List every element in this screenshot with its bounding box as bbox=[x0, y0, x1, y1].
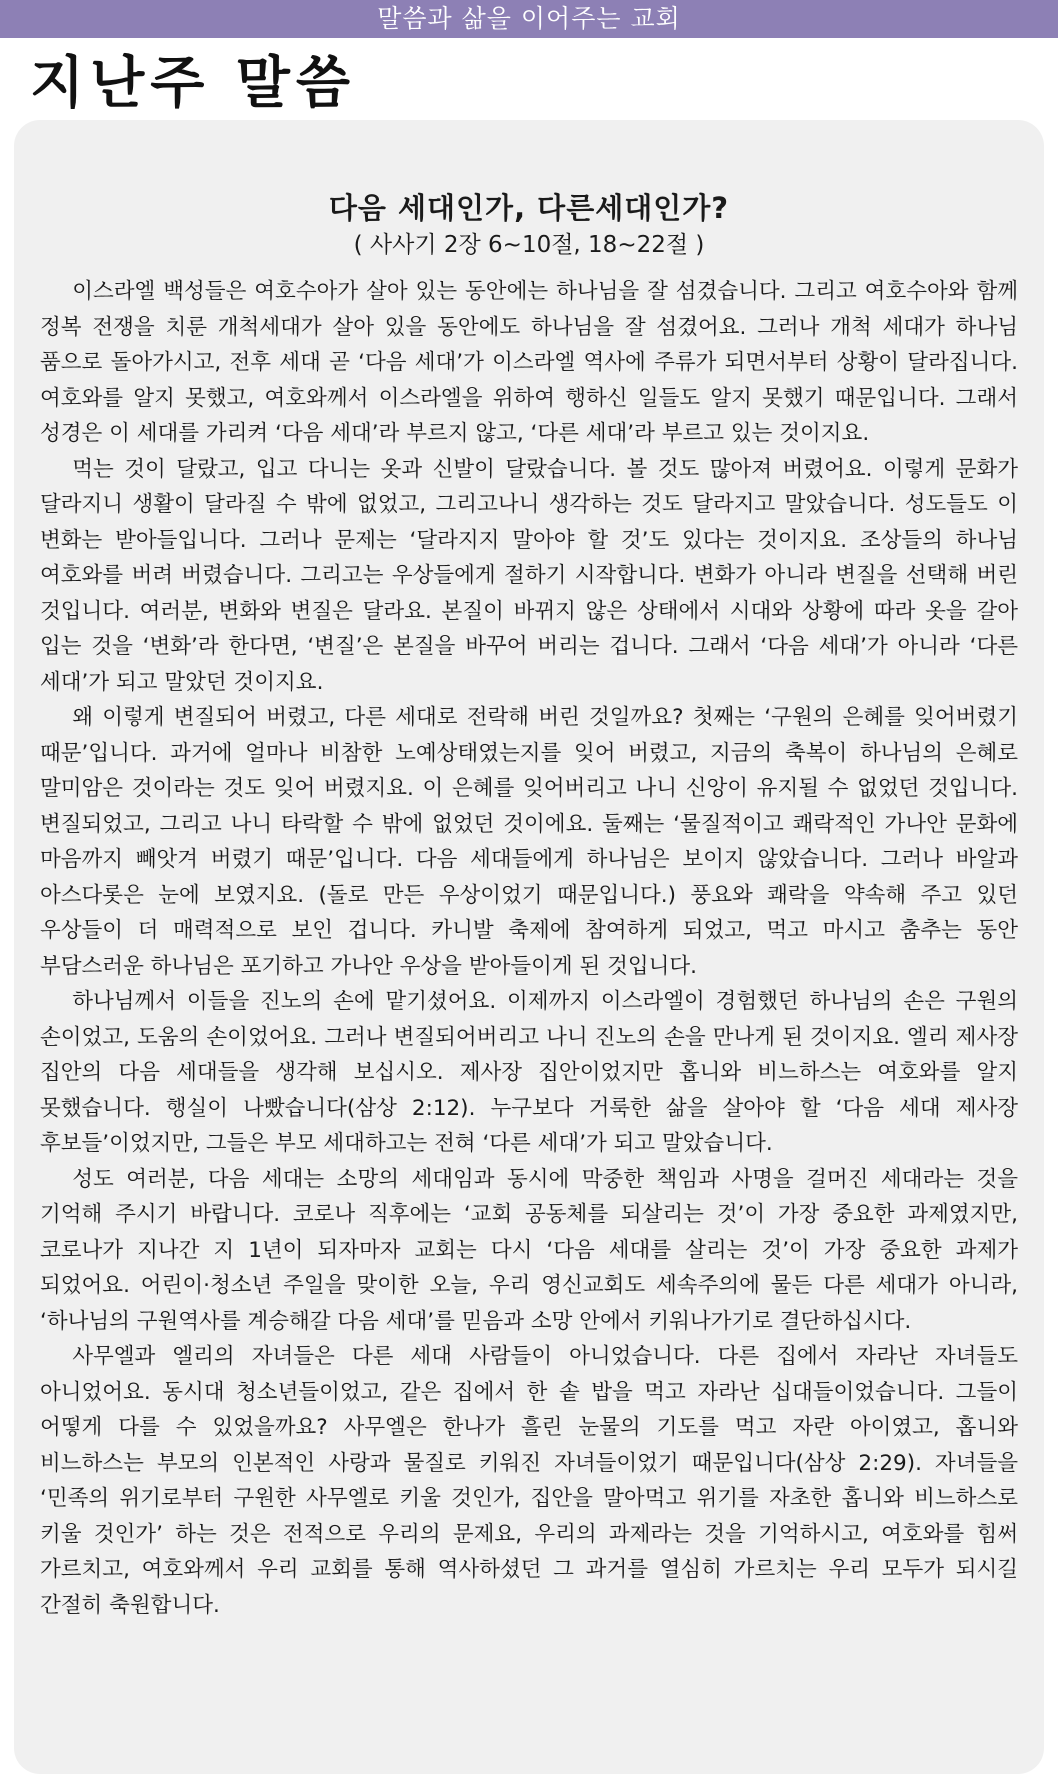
sermon-paragraph-3: 왜 이렇게 변질되어 버렸고, 다른 세대로 전락해 버린 것일까요? 첫째는 ‘구원의 은혜를 잊어버렸기 때문’입니다. 과거에 얼마나 비참한 노예상태였는지를 잊어 버렸고, 지금의 축복이 하나님의 은혜로 말미암은 것이라는 것도 잊어 버렸지요. 이 은혜를 잊어버리고 나니 신앙이 유지될 수 없었던 것입니다. 변질되었고, 그리고 나니 타락할 수 밖에 없었던 것이에요. 둘째는 ‘물질적이고 쾌락적인 가나안 문화에 마음까지 빼앗겨 버렸기 때문’입니다. 다음 세대들에게 하나님은 보이지 않았습니다. 그러나 바알과 아스다롯은 눈에 보였지요. (돌로 만든 우상이었기 때문입니다.) 풍요와 쾌락을 약속해 주고 있던 우상들이 더 매력적으로 보인 겁니다. 카니발 축제에 참여하게 되었고, 먹고 마시고 춤추는 동안 부담스러운 하나님은 포기하고 가나안 우상을 받아들이게 된 것입니다. bbox=[40, 705, 1018, 979]
sermon-title: 다음 세대인가, 다른세대인가? bbox=[328, 191, 730, 225]
section-title: 지난주 말씀 bbox=[30, 51, 356, 116]
top-banner bbox=[0, 0, 1058, 38]
banner-slogan: 말씀과 삶을 이어주는 교회 bbox=[377, 4, 681, 33]
sermon-panel bbox=[14, 120, 1044, 1774]
sermon-paragraph-5: 성도 여러분, 다음 세대는 소망의 세대임과 동시에 막중한 책임과 사명을 걸머진 세대라는 것을 기억해 주시기 바랍니다. 코로나 직후에는 ‘교회 공동체를 되살리는 것’이 가장 중요한 과제였지만, 코로나가 지나간 지 1년이 되자마자 교회는 다시 ‘다음 세대를 살리는 것’이 가장 중요한 과제가 되었어요. 어린이·청소년 주일을 맞이한 오늘, 우리 영신교회도 세속주의에 물든 다른 세대가 아니라, ‘하나님의 구원역사를 계승해갈 다음 세대’를 믿음과 소망 안에서 키워나가기로 결단하십시다. bbox=[40, 1166, 1018, 1334]
sermon-paragraph-4: 하나님께서 이들을 진노의 손에 맡기셨어요. 이제까지 이스라엘이 경험했던 하나님의 손은 구원의 손이었고, 도움의 손이었어요. 그러나 변질되어버리고 나니 진노의 손을 만나게 된 것이지요. 엘리 제사장 집안의 다음 세대들을 생각해 보십시오. 제사장 집안이었지만 홉니와 비느하스는 여호와를 알지 못했습니다. 행실이 나빴습니다(삼상 2:12). 누구보다 거룩한 삶을 살아야 할 ‘다음 세대 제사장 후보들’이었지만, 그들은 부모 세대하고는 전혀 ‘다른 세대’가 되고 말았습니다. bbox=[40, 989, 1018, 1156]
sermon-paragraph-6: 사무엘과 엘리의 자녀들은 다른 세대 사람들이 아니었습니다. 다른 집에서 자라난 자녀들도 아니었어요. 동시대 청소년들이었고, 같은 집에서 한 솥 밥을 먹고 자라난 십대들이었습니다. 그들이 어떻게 다를 수 있었을까요? 사무엘은 한나가 흘린 눈물의 기도를 먹고 자란 아이였고, 홉니와 비느하스는 부모의 인본적인 사랑과 물질로 키워진 자녀들이었기 때문입니다(삼상 2:29). 자녀들을 ‘민족의 위기로부터 구원한 사무엘로 키울 것인가, 집안을 말아먹고 위기를 자초한 홉니와 비느하스로 키울 것인가’ 하는 것은 전적으로 우리의 문제요, 우리의 과제라는 것을 기억하시고, 여호와를 힘써 가르치고, 여호와께서 우리 교회를 통해 역사하셨던 그 과거를 열심히 가르치는 우리 모두가 되시길 간절히 축원합니다. bbox=[40, 1344, 1018, 1618]
sermon-paragraph-1: 이스라엘 백성들은 여호수아가 살아 있는 동안에는 하나님을 잘 섬겼습니다. 그리고 여호수아와 함께 정복 전쟁을 치룬 개척세대가 살아 있을 동안에도 하나님을 잘 섬겼어요. 그러나 개척 세대가 하나님 품으로 돌아가시고, 전후 세대 곧 ‘다음 세대’가 이스라엘 역사에 주류가 되면서부터 상황이 달라집니다. 여호와를 알지 못했고, 여호와께서 이스라엘을 위하여 행하신 일들도 알지 못했기 때문입니다. 그래서 성경은 이 세대를 가리켜 ‘다음 세대’라 부르지 않고, ‘다른 세대’라 부르고 있는 것이지요. bbox=[40, 279, 1018, 446]
sermon-scripture: ( 사사기 2장 6~10절, 18~22절 ) bbox=[353, 232, 705, 258]
sermon-paragraph-2: 먹는 것이 달랐고, 입고 다니는 옷과 신발이 달랐습니다. 볼 것도 많아져 버렸어요. 이렇게 문화가 달라지니 생활이 달라질 수 밖에 없었고, 그리고나니 생각하는 것도 달라지고 말았습니다. 성도들도 이 변화는 받아들입니다. 그러나 문제는 ‘달라지지 말아야 할 것’도 있다는 것이지요. 조상들의 하나님 여호와를 버려 버렸습니다. 그리고는 우상들에게 절하기 시작합니다. 변화가 아니라 변질을 선택해 버린 것입니다. 여러분, 변화와 변질은 달라요. 본질이 바뀌지 않은 상태에서 시대와 상황에 따라 옷을 갈아 입는 것을 ‘변화’라 한다면, ‘변질’은 본질을 바꾸어 버리는 겁니다. 그래서 ‘다음 세대’가 아니라 ‘다른 세대’가 되고 말았던 것이지요. bbox=[40, 456, 1018, 695]
